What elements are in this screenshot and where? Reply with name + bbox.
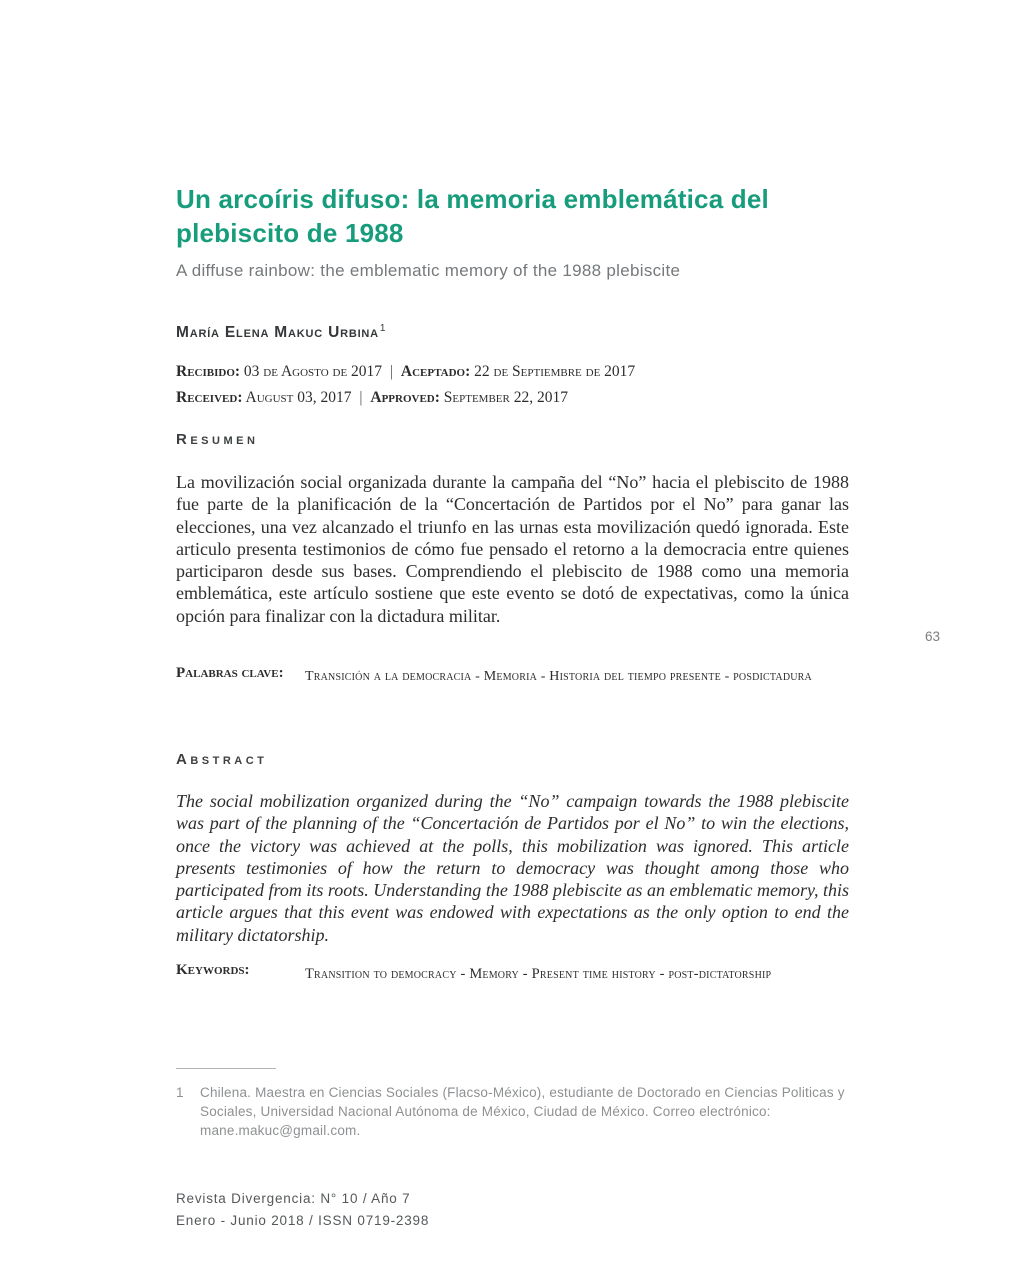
palabras-clave-label: Palabras clave: xyxy=(176,665,284,681)
approved-label: Approved: xyxy=(370,389,440,406)
palabras-clave-list: Transición a la democracia - Memoria - Historia del tiempo presente - posdictadura xyxy=(305,669,812,684)
author-name xyxy=(176,323,848,342)
abstract-paragraph: The social mobilization organized during the “No” campaign towards the 1988 plebiscite was part of the planning of the “Concertación de Partidos por el No” to win the elections, once the victory was achieved at the polls, this mobilization was ignored. This article presents testimonies of how the return to democracy was thought among those who participated from its roots. Understanding the 1988 plebiscite as an emblematic memory, this article argues that this event was endowed with expectations as the only option to end the military dictatorship. xyxy=(176,791,849,945)
abstract-heading: Abstract xyxy=(176,751,268,768)
received-label: Received: xyxy=(176,389,243,406)
dates-line-english xyxy=(176,385,848,411)
dates-separator: | xyxy=(389,363,394,380)
recibido-value: 03 de Agosto de 2017 xyxy=(243,363,383,380)
keywords-row xyxy=(176,962,849,986)
author-name-text: María Elena Makuc Urbina xyxy=(176,324,379,342)
approved-value: September 22, 2017 xyxy=(443,389,568,406)
received-value: August 03, 2017 xyxy=(245,389,352,406)
footnote xyxy=(176,1083,852,1140)
aceptado-value: 22 de Septiembre de 2017 xyxy=(474,363,636,380)
keywords-label: Keywords: xyxy=(176,962,250,978)
palabras-clave-row xyxy=(176,665,849,688)
footnote-marker: 1 xyxy=(176,1085,184,1100)
article-title: Un arcoíris difuso: la memoria emblemática del plebiscito de 1988 xyxy=(176,184,769,248)
dates-separator-en: | xyxy=(359,389,363,406)
footnote-reference: 1 xyxy=(379,323,387,334)
footnote-block xyxy=(176,1068,852,1140)
dates-block xyxy=(176,359,848,411)
recibido-label: Recibido: xyxy=(176,363,241,380)
page-number: 63 xyxy=(925,629,941,644)
journal-footer xyxy=(176,1188,676,1232)
aceptado-label: Aceptado: xyxy=(400,363,471,380)
dates-line-spanish xyxy=(176,359,848,385)
journal-footer-line1: Revista Divergencia: N° 10 / Año 7 xyxy=(176,1191,411,1206)
journal-footer-line2: Enero - Junio 2018 / ISSN 0719-2398 xyxy=(176,1213,430,1228)
keywords-list: Transition to democracy - Memory - Present time history - post-dictatorship xyxy=(305,966,772,982)
footnote-divider xyxy=(176,1068,276,1069)
footnote-text: Chilena. Maestra en Ciencias Sociales (Flacso-México), estudiante de Doctorado en Ciencias Politicas y Sociales, Universidad Nacional Autónoma de México, Ciudad de México. Correo electrónico: mane.makuc@gmail.com. xyxy=(200,1085,845,1138)
resumen-heading: Resumen xyxy=(176,431,259,448)
article-subtitle: A diffuse rainbow: the emblematic memory of the 1988 plebiscite xyxy=(176,261,681,280)
resumen-paragraph: La movilización social organizada durante la campaña del “No” hacia el plebiscito de 1988 fue parte de la planificación de la “Concertación de Partidos por el No” para ganar las elecciones, una vez alcanzado el triunfo en las urnas esta movilización quedó ignorada. Este articulo presenta testimonios de cómo fue pensado el retorno a la democracia entre quienes participaron desde sus bases. Comprendiendo el plebiscito de 1988 como una memoria emblemática, este artículo sostiene que este evento se dotó de expectativas, como la única opción para finalizar con la dictadura militar. xyxy=(176,472,849,626)
